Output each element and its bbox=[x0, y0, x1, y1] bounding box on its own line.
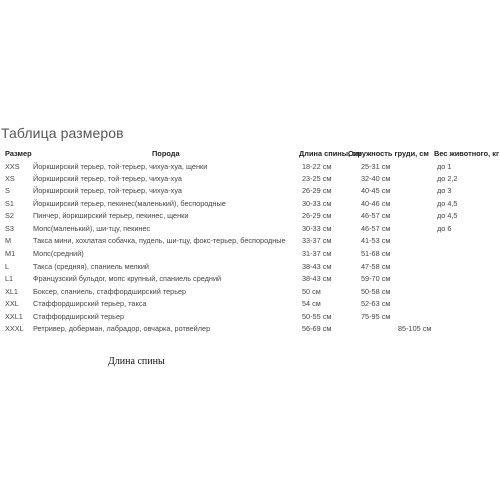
row-breed: Стаффордширский терьер bbox=[33, 312, 125, 321]
row-chest: 59-70 см bbox=[361, 274, 391, 283]
row-breed: Такса (средняя), спаниель мелкий bbox=[33, 262, 150, 271]
row-weight: до 6 bbox=[437, 224, 452, 233]
row-weight: до 1 bbox=[437, 162, 452, 171]
header-back-length: Длина спины, см bbox=[299, 149, 362, 158]
row-chest: 25-31 см bbox=[361, 162, 391, 171]
row-back-length: 26-29 см bbox=[302, 211, 332, 220]
row-size: XS bbox=[5, 174, 15, 183]
row-breed: Мопс(маленький), ши-тцу, пекинес bbox=[33, 224, 151, 233]
row-size: L bbox=[5, 262, 10, 271]
row-chest: 46-57 см bbox=[361, 211, 391, 220]
row-breed: Французский бульдог, мопс крупный, спаниель средний bbox=[33, 274, 222, 283]
row-size: XXL bbox=[5, 299, 19, 308]
row-chest: 50-58 см bbox=[361, 287, 391, 296]
row-back-length: 33-37 см bbox=[302, 236, 332, 245]
row-weight: до 4,5 bbox=[437, 199, 458, 208]
row-size: S3 bbox=[5, 224, 14, 233]
header-weight: Вес животного, кг bbox=[434, 149, 500, 158]
size-table bbox=[0, 149, 500, 343]
row-breed: Боксер, спаниель, стаффордширский терьер bbox=[33, 287, 187, 296]
header-breed: Порода bbox=[152, 149, 180, 158]
row-back-length: 26-29 см bbox=[302, 186, 332, 195]
row-breed: Йоркширский терьер, той-терьер, чихуа-хуа bbox=[33, 186, 182, 195]
row-back-length: 54 см bbox=[302, 299, 321, 308]
header-size: Размер bbox=[5, 149, 32, 158]
page-title: Таблица размеров bbox=[1, 125, 124, 141]
row-breed: Йоркширский терьер, той-терьер, чихуа-хуа, щенки bbox=[33, 162, 208, 171]
row-chest: 41-53 см bbox=[361, 236, 391, 245]
row-breed: Стаффордширский терьер, такса bbox=[33, 299, 147, 308]
row-back-length: 31-37 см bbox=[302, 249, 332, 258]
row-back-length: 50 см bbox=[302, 287, 321, 296]
row-chest: 40-45 см bbox=[361, 186, 391, 195]
row-chest: 75-95 см bbox=[361, 312, 391, 321]
row-size: S bbox=[5, 186, 10, 195]
row-back-length: 30-33 см bbox=[302, 224, 332, 233]
row-size: XXXL bbox=[5, 324, 24, 333]
row-breed: Йоркширский терьер, пекинес(маленький), беспородные bbox=[33, 199, 226, 208]
row-size: S2 bbox=[5, 211, 14, 220]
row-back-length: 50-55 см bbox=[302, 312, 332, 321]
row-chest: 52-63 см bbox=[361, 299, 391, 308]
row-back-length: 38-43 см bbox=[302, 274, 332, 283]
row-back-length: 18-22 см bbox=[302, 162, 332, 171]
row-chest: 32-40 см bbox=[361, 174, 391, 183]
row-chest: 47-58 см bbox=[361, 262, 391, 271]
row-size: M1 bbox=[5, 249, 16, 258]
row-breed: Пинчер, йоркширский терьер, пекинес, щенки bbox=[33, 211, 189, 220]
header-chest: Окружность груди, см bbox=[348, 149, 429, 158]
row-size: XXS bbox=[5, 162, 20, 171]
row-size: XL1 bbox=[5, 287, 18, 296]
row-chest: 40-46 см bbox=[361, 199, 391, 208]
row-breed: Ретривер, доберман, лабрадор, овчарка, ротвейлер bbox=[33, 324, 211, 333]
row-size: M bbox=[5, 236, 12, 245]
row-size: L1 bbox=[5, 274, 14, 283]
row-chest: 51-68 см bbox=[361, 249, 391, 258]
row-size: XXL1 bbox=[5, 312, 23, 321]
row-breed: Мопс(средний) bbox=[33, 249, 84, 258]
row-weight: до 3 bbox=[437, 186, 452, 195]
row-breed: Йоркширский терьер, той-терьер, чихуа-хуа bbox=[33, 174, 182, 183]
row-size: S1 bbox=[5, 199, 14, 208]
back-length-caption: Длина спины bbox=[108, 356, 165, 367]
row-weight: до 2,2 bbox=[437, 174, 458, 183]
row-back-length: 23-25 см bbox=[302, 174, 332, 183]
row-chest: 46-57 см bbox=[361, 224, 391, 233]
row-back-length: 38-43 см bbox=[302, 262, 332, 271]
row-back-length: 56-69 см bbox=[302, 324, 332, 333]
row-weight: до 4,5 bbox=[437, 211, 458, 220]
row-breed: Такса мини, хохлатая собачка, пудель, ши-тцу, фокс-терьер, беспородные bbox=[33, 236, 286, 245]
row-back-length: 30-33 см bbox=[302, 199, 332, 208]
row-chest: 85-105 см bbox=[398, 324, 432, 333]
